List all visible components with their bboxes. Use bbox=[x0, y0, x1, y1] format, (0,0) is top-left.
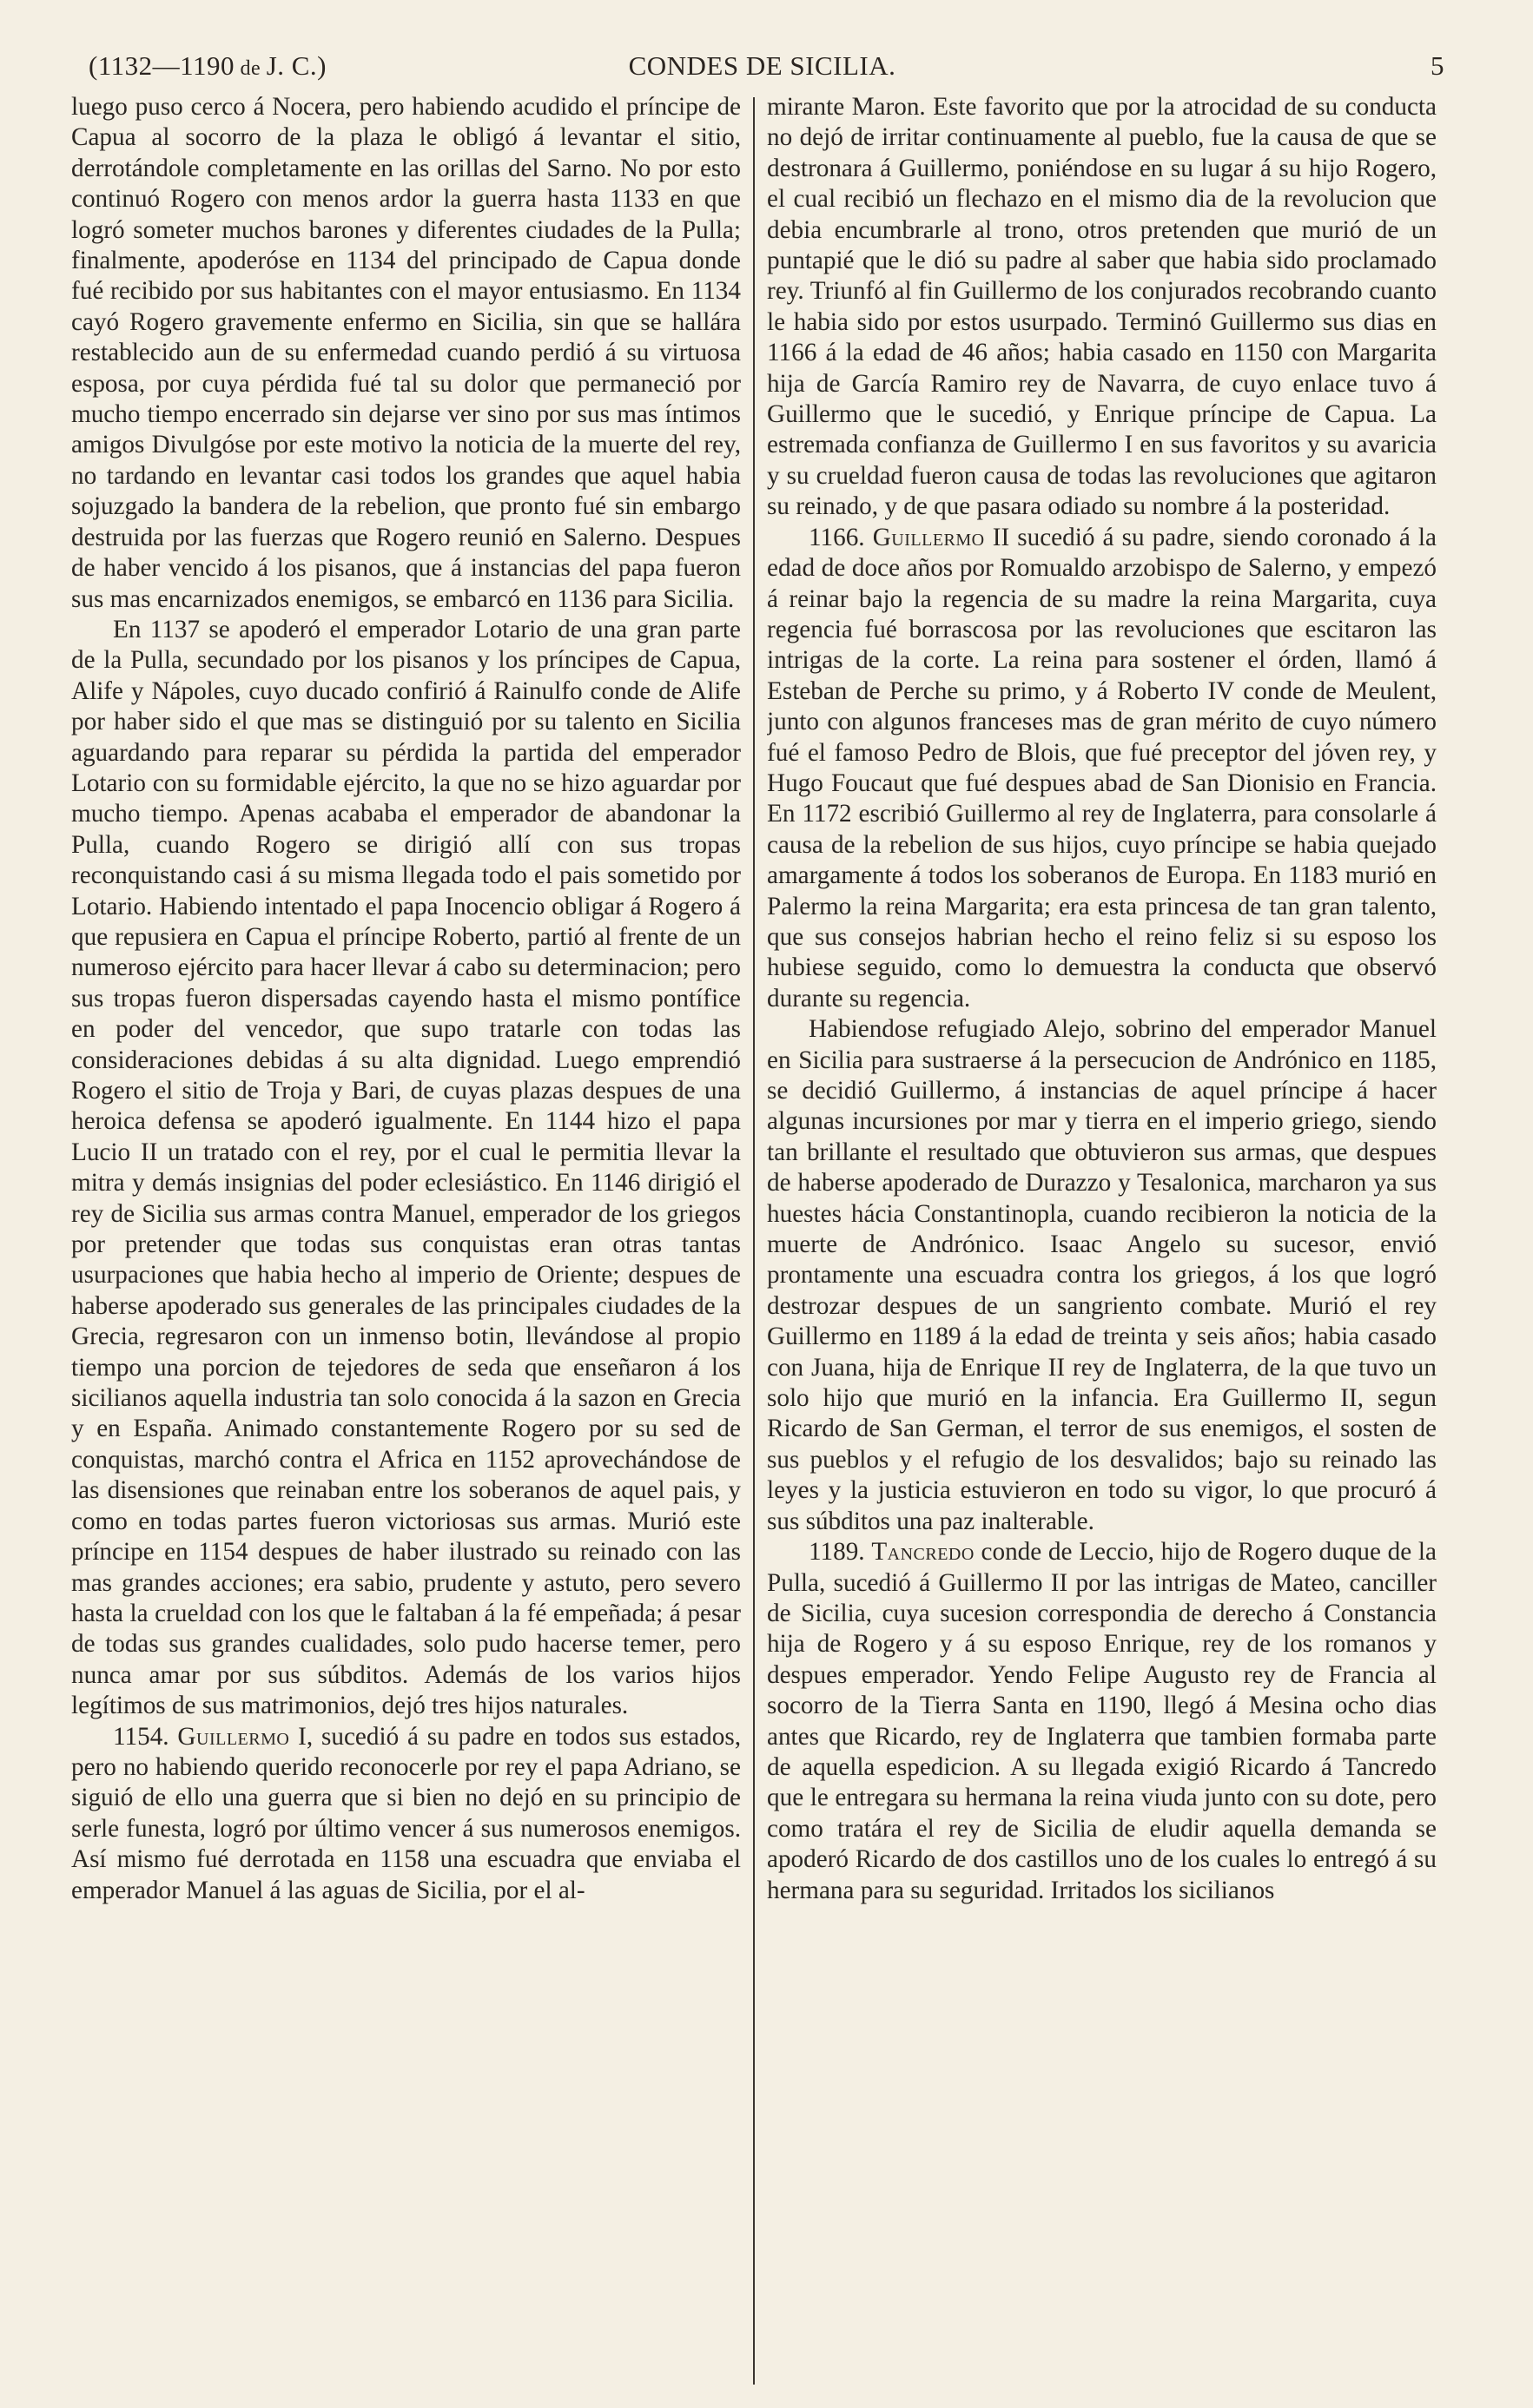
right-paragraph-2 bbox=[767, 523, 1437, 1015]
header-date-main: (1132—1190 bbox=[89, 50, 235, 81]
entry-text: II sucedió á su padre, siendo coronado á la edad de doce años por Romualdo arzobispo de Salerno, y empezó á reinar bajo la regencia de su madre la reina Margarita, cuya regencia fué borrascosa por las revoluciones que escitaron las intrigas de la corte. La reina para sostener el órden, llamó á Esteban de Perche su primo, y á Roberto IV conde de Meulent, junto con algunos franceses mas de gran mérito de cuyo número fué el famoso Pedro de Blois, que fué preceptor del jóven rey, y Hugo Foucaut que fué despues abad de San Dionisio en Francia. En 1172 escribió Guillermo al rey de Inglaterra, para consolarle á causa de la rebelion de sus hijos, cuyo príncipe se habia quejado amargamente á todos los soberanos de Europa. En 1183 murió en Palermo la reina Margarita; era esta princesa de tan gran talento, que sus consejos habrian hecho el reino feliz si su esposo los hubiese seguido, como lo demuestra la conducta que observó durante su regencia. bbox=[767, 523, 1437, 1013]
column-divider bbox=[753, 97, 755, 2385]
header-date-tail: J. C.) bbox=[266, 50, 327, 81]
entry-year: 1154. bbox=[113, 1722, 169, 1751]
running-head bbox=[71, 43, 1453, 92]
entry-text: conde de Leccio, hijo de Rogero duque de la Pulla, sucedió á Guillermo II por las intrigas de Mateo, canciller de Sicilia, cuya sucesion correspondia de derecho á Constancia hija de Rogero y á su esposo Enrique, rey de los romanos y despues emperador. Yendo Felipe Augusto rey de Francia al socorro de la Tierra Santa en 1190, llegó á Mesina ocho dias antes que Ricardo, rey de Inglaterra que tambien formaba parte de aquella espedicion. A su llegada exigió Ricardo á Tancredo que le entregara su hermana la reina viuda junto con su dote, pero como tratára el rey de Sicilia de eludir aquella demanda se apoderó Ricardo de dos castillos uno de los cuales lo entregó á su hermana para su seguridad. Irritados los sicilianos bbox=[767, 1538, 1437, 1904]
page-number: 5 bbox=[1431, 50, 1444, 81]
left-paragraph-1: luego puso cerco á Nocera, pero habiendo acudido el príncipe de Capua al socorro de la plaza le obligó á levantar el sitio, derrotándole completamente en las orillas del Sarno. No por esto continuó Rogero con menos ardor la guerra hasta 1133 en que logró someter muchos barones y diferentes ciudades de la Pulla; finalmente, apoderóse en 1134 del principado de Capua donde fué recibido por sus habitantes con el mayor entusiasmo. En 1134 cayó Rogero gravemente enfermo en Sicilia, sin que se hallára restablecido aun de su enfermedad cuando perdió á su virtuosa esposa, por cuya pérdida fué tal su dolor que permaneció por mucho tiempo encerrado sin dejarse ver sino por sus mas íntimos amigos Divulgóse por este motivo la noticia de la muerte del rey, no tardando en levantar casi todos los grandes que aquel habia sojuzgado la bandera de la rebelion, que pronto fué sin embargo destruida por las fuerzas que Rogero reunió en Salerno. Despues de haber vencido á los pisanos, que á instancias del papa fueron sus mas encarnizados enemigos, se embarcó en 1136 para Sicilia. bbox=[71, 93, 741, 613]
header-date-small: de bbox=[235, 57, 267, 80]
entry-text: I, sucedió á su padre en todos sus estados, pero no habiendo querido reconocerle por rey el papa Adriano, se siguió de ello una guerra que si bien no dejó en su principio de serle funesta, logró por último vencer á sus numerosos enemigos. Así mismo fué derrotada en 1158 una escuadra que enviaba el emperador Manuel á las aguas de Sicilia, por el al- bbox=[71, 1722, 741, 1904]
text-columns bbox=[71, 92, 1453, 2385]
entry-year: 1166. bbox=[809, 523, 865, 551]
header-title: CONDES DE SICILIA. bbox=[628, 50, 896, 81]
right-column bbox=[767, 92, 1437, 2385]
entry-year: 1189. bbox=[809, 1538, 865, 1567]
entry-name: Guillermo bbox=[872, 523, 985, 551]
right-paragraph-1: mirante Maron. Este favorito que por la atrocidad de su conducta no dejó de irritar continuamente al pueblo, fue la causa de que se destronara á Guillermo, poniéndose en su lugar á su hijo Rogero, el cual recibió un flechazo en el mismo dia de la revolucion que debia encumbrarle al trono, otros pretenden que murió de un puntapié que le dió su padre al saber que habia sido proclamado rey. Triunfó al fin Guillermo de los conjurados recobrando cuanto le habia sido por estos usurpado. Terminó Guillermo sus dias en 1166 á la edad de 46 años; habia casado en 1150 con Margarita hija de García Ramiro rey de Navarra, de cuyo enlace tuvo á Guillermo que le sucedió, y Enrique príncipe de Capua. La estremada confianza de Guillermo I en sus favoritos y su avaricia y su crueldad fueron causa de todas las revoluciones que agitaron su reinado, y de que pasara odiado su nombre á la posteridad. bbox=[767, 93, 1437, 521]
entry-name: Guillermo bbox=[177, 1722, 290, 1751]
right-paragraph-4 bbox=[767, 1537, 1437, 1906]
left-column bbox=[71, 92, 741, 2385]
entry-name: Tancredo bbox=[871, 1538, 975, 1567]
left-paragraph-3 bbox=[71, 1722, 741, 1906]
left-paragraph-2: En 1137 se apoderó el emperador Lotario de una gran parte de la Pulla, secundado por los pisanos y los príncipes de Capua, Alife y Nápoles, cuyo ducado confirió á Rainulfo conde de Alife por haber sido el que mas se distinguió por su talento en Sicilia aguardando para reparar su pérdida la partida del emperador Lotario con su formidable ejército, la que no se hizo aguardar por mucho tiempo. Apenas acababa el emperador de abandonar la Pulla, cuando Rogero se dirigió allí con sus tropas reconquistando casi á su misma llegada todo el pais sometido por Lotario. Habiendo intentado el papa Inocencio obligar á Rogero á que repusiera en Capua el príncipe Roberto, partió al frente de un numeroso ejército para hacer llevar á cabo su determinacion; pero sus tropas fueron dispersadas cayendo hasta el mismo pontífice en poder del vencedor, que supo tratarle con todas las consideraciones debidas á su alta dignidad. Luego emprendió Rogero el sitio de Troja y Bari, de cuyas plazas despues de una heroica defensa se apoderó igualmente. En 1144 hizo el papa Lucio II un tratado con el rey, por el cual le permitia llevar la mitra y demás insignias del poder eclesiástico. En 1146 dirigió el rey de Sicilia sus armas contra Manuel, emperador de los griegos por pretender que todas sus conquistas eran otras tantas usurpaciones que habia hecho al imperio de Oriente; despues de haberse apoderado sus generales de las principales ciudades de la Grecia, regresaron con un inmenso botin, llevándose al propio tiempo una porcion de tejedores de seda que enseñaron á los sicilianos aquella industria tan solo conocida á la sazon en Grecia y en España. Animado constantemente Rogero por su sed de conquistas, marchó contra el Africa en 1152 aprovechándose de las disensiones que reinaban entre los soberanos de aquel pais, y como en todas partes fueron victoriosas sus armas. Murió este príncipe en 1154 despues de haber ilustrado su reinado con las mas grandes acciones; era sabio, prudente y astuto, pero severo hasta la crueldad con los que le faltaban á la fé empeñada; á pesar de todas sus grandes cualidades, solo pudo hacerse temer, pero nunca amar por sus súbditos. Además de los varios hijos legítimos de sus matrimonios, dejó tres hijos naturales. bbox=[71, 615, 741, 1720]
right-paragraph-3: Habiendose refugiado Alejo, sobrino del emperador Manuel en Sicilia para sustraerse á la persecucion de Andrónico en 1185, se decidió Guillermo, á instancias de aquel príncipe á hacer algunas incursiones por mar y tierra en el imperio griego, siendo tan brillante el resultado que obtuvieron sus armas, que despues de haberse apoderado de Durazzo y Tesalonica, marcharon ya sus huestes hácia Constantinopla, cuando recibieron la noticia de la muerte de Andrónico. Isaac Angelo su sucesor, envió prontamente una escuadra contra los griegos, á los que logró destrozar despues de un sangriento combate. Murió el rey Guillermo en 1189 á la edad de treinta y seis años; habia casado con Juana, hija de Enrique II rey de Inglaterra, de la que tuvo un solo hijo que murió en la infancia. Era Guillermo II, segun Ricardo de San German, el terror de sus enemigos, el sosten de sus pueblos y el refugio de los desvalidos; bajo su reinado las leyes y la justicia estuvieron en todo su vigor, lo que procuró á sus súbditos una paz inalterable. bbox=[767, 1015, 1437, 1535]
